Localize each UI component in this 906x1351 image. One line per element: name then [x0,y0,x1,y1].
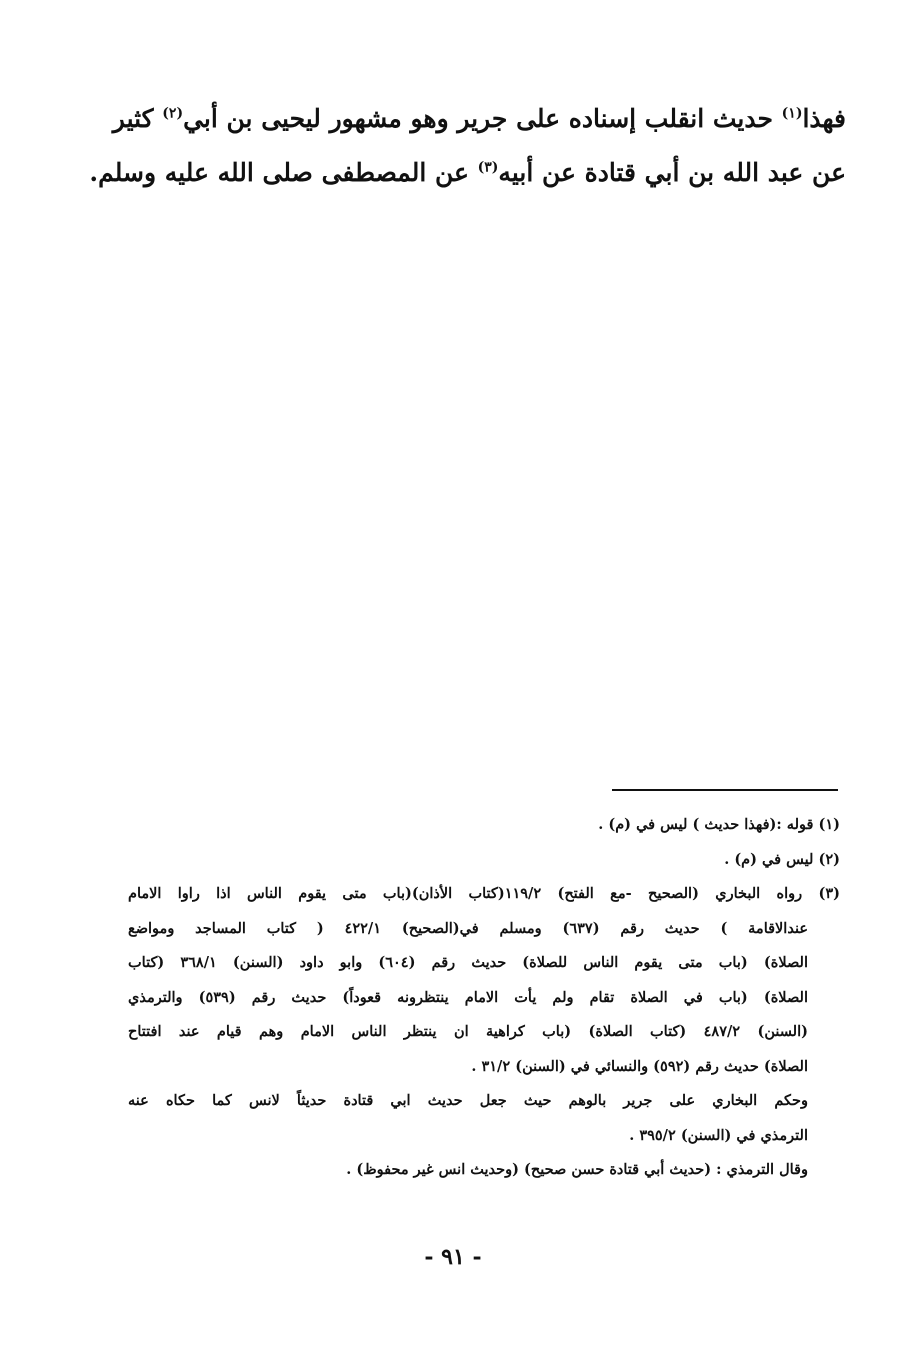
footnotes [128,808,840,1188]
main-line-2 [89,146,846,200]
footnote-3-line: الترمذي في (السنن) ٣٩٥/٢ . [629,1126,808,1144]
footnote-2: (٢) ليس في (م) . [724,850,840,868]
footnote-ref-2: (٢) [162,105,184,122]
footnote-3-line: وحكم البخاري على جرير بالوهم حيث جعل حديث ابي قتادة حديثاً لانس كما حكاه عنه [128,1092,808,1109]
footnote-ref-1: (١) [781,105,803,122]
main-text-segment: عن المصطفى صلى الله عليه وسلم. [89,158,478,187]
footnote-3-line: عندالاقامة ) حديث رقم (٦٣٧) ومسلم في(الصحيح) ٤٢٢/١ ( كتاب المساجد ومواضع [128,919,808,937]
main-text-segment: كثير [112,104,163,133]
main-paragraph [89,92,846,200]
footnote-3-line: (السنن) ٤٨٧/٢ (كتاب الصلاة) (باب كراهية ان ينتظر الناس الامام وهم قيام عند افتتاح [128,1023,808,1040]
main-line-1 [112,92,846,146]
main-text-segment: عن عبد الله بن أبي قتادة عن أبيه [498,158,846,187]
footnote-3-line: الصلاة) (باب في الصلاة تقام ولم يأت الامام ينتظرونه قعوداً) حديث رقم (٥٣٩) والترمذي [128,988,808,1006]
main-text-segment: فهذا [802,104,846,133]
footnote-ref-3: (٣) [477,159,499,176]
footnote-3-line: الصلاة) حديث رقم (٥٩٢) والنسائي في (السنن) ٣١/٢ . [471,1057,808,1075]
footnote-3-line: (٣) رواه البخاري (الصحيح -مع الفتح) ١١٩/٢(كتاب الأذان)(باب متى يقوم الناس اذا راوا الامام [128,885,840,902]
page-number: - ٩١ - [424,1244,482,1270]
footnote-1: (١) قوله :(فهذا حديث ) ليس في (م) . [598,816,840,833]
main-text-segment: حديث انقلب إسناده على جرير وهو مشهور ليحيى بن أبي [183,104,782,133]
footnote-3-line: وقال الترمذي : (حديث أبي قتادة حسن صحيح) (وحديث انس غير محفوظ) . [346,1161,808,1178]
footnote-3-line: الصلاة) (باب متى يقوم الناس للصلاة) حديث رقم (٦٠٤) وابو داود (السنن) ٣٦٨/١ (كتاب [128,954,808,971]
footnote-separator [612,789,838,791]
